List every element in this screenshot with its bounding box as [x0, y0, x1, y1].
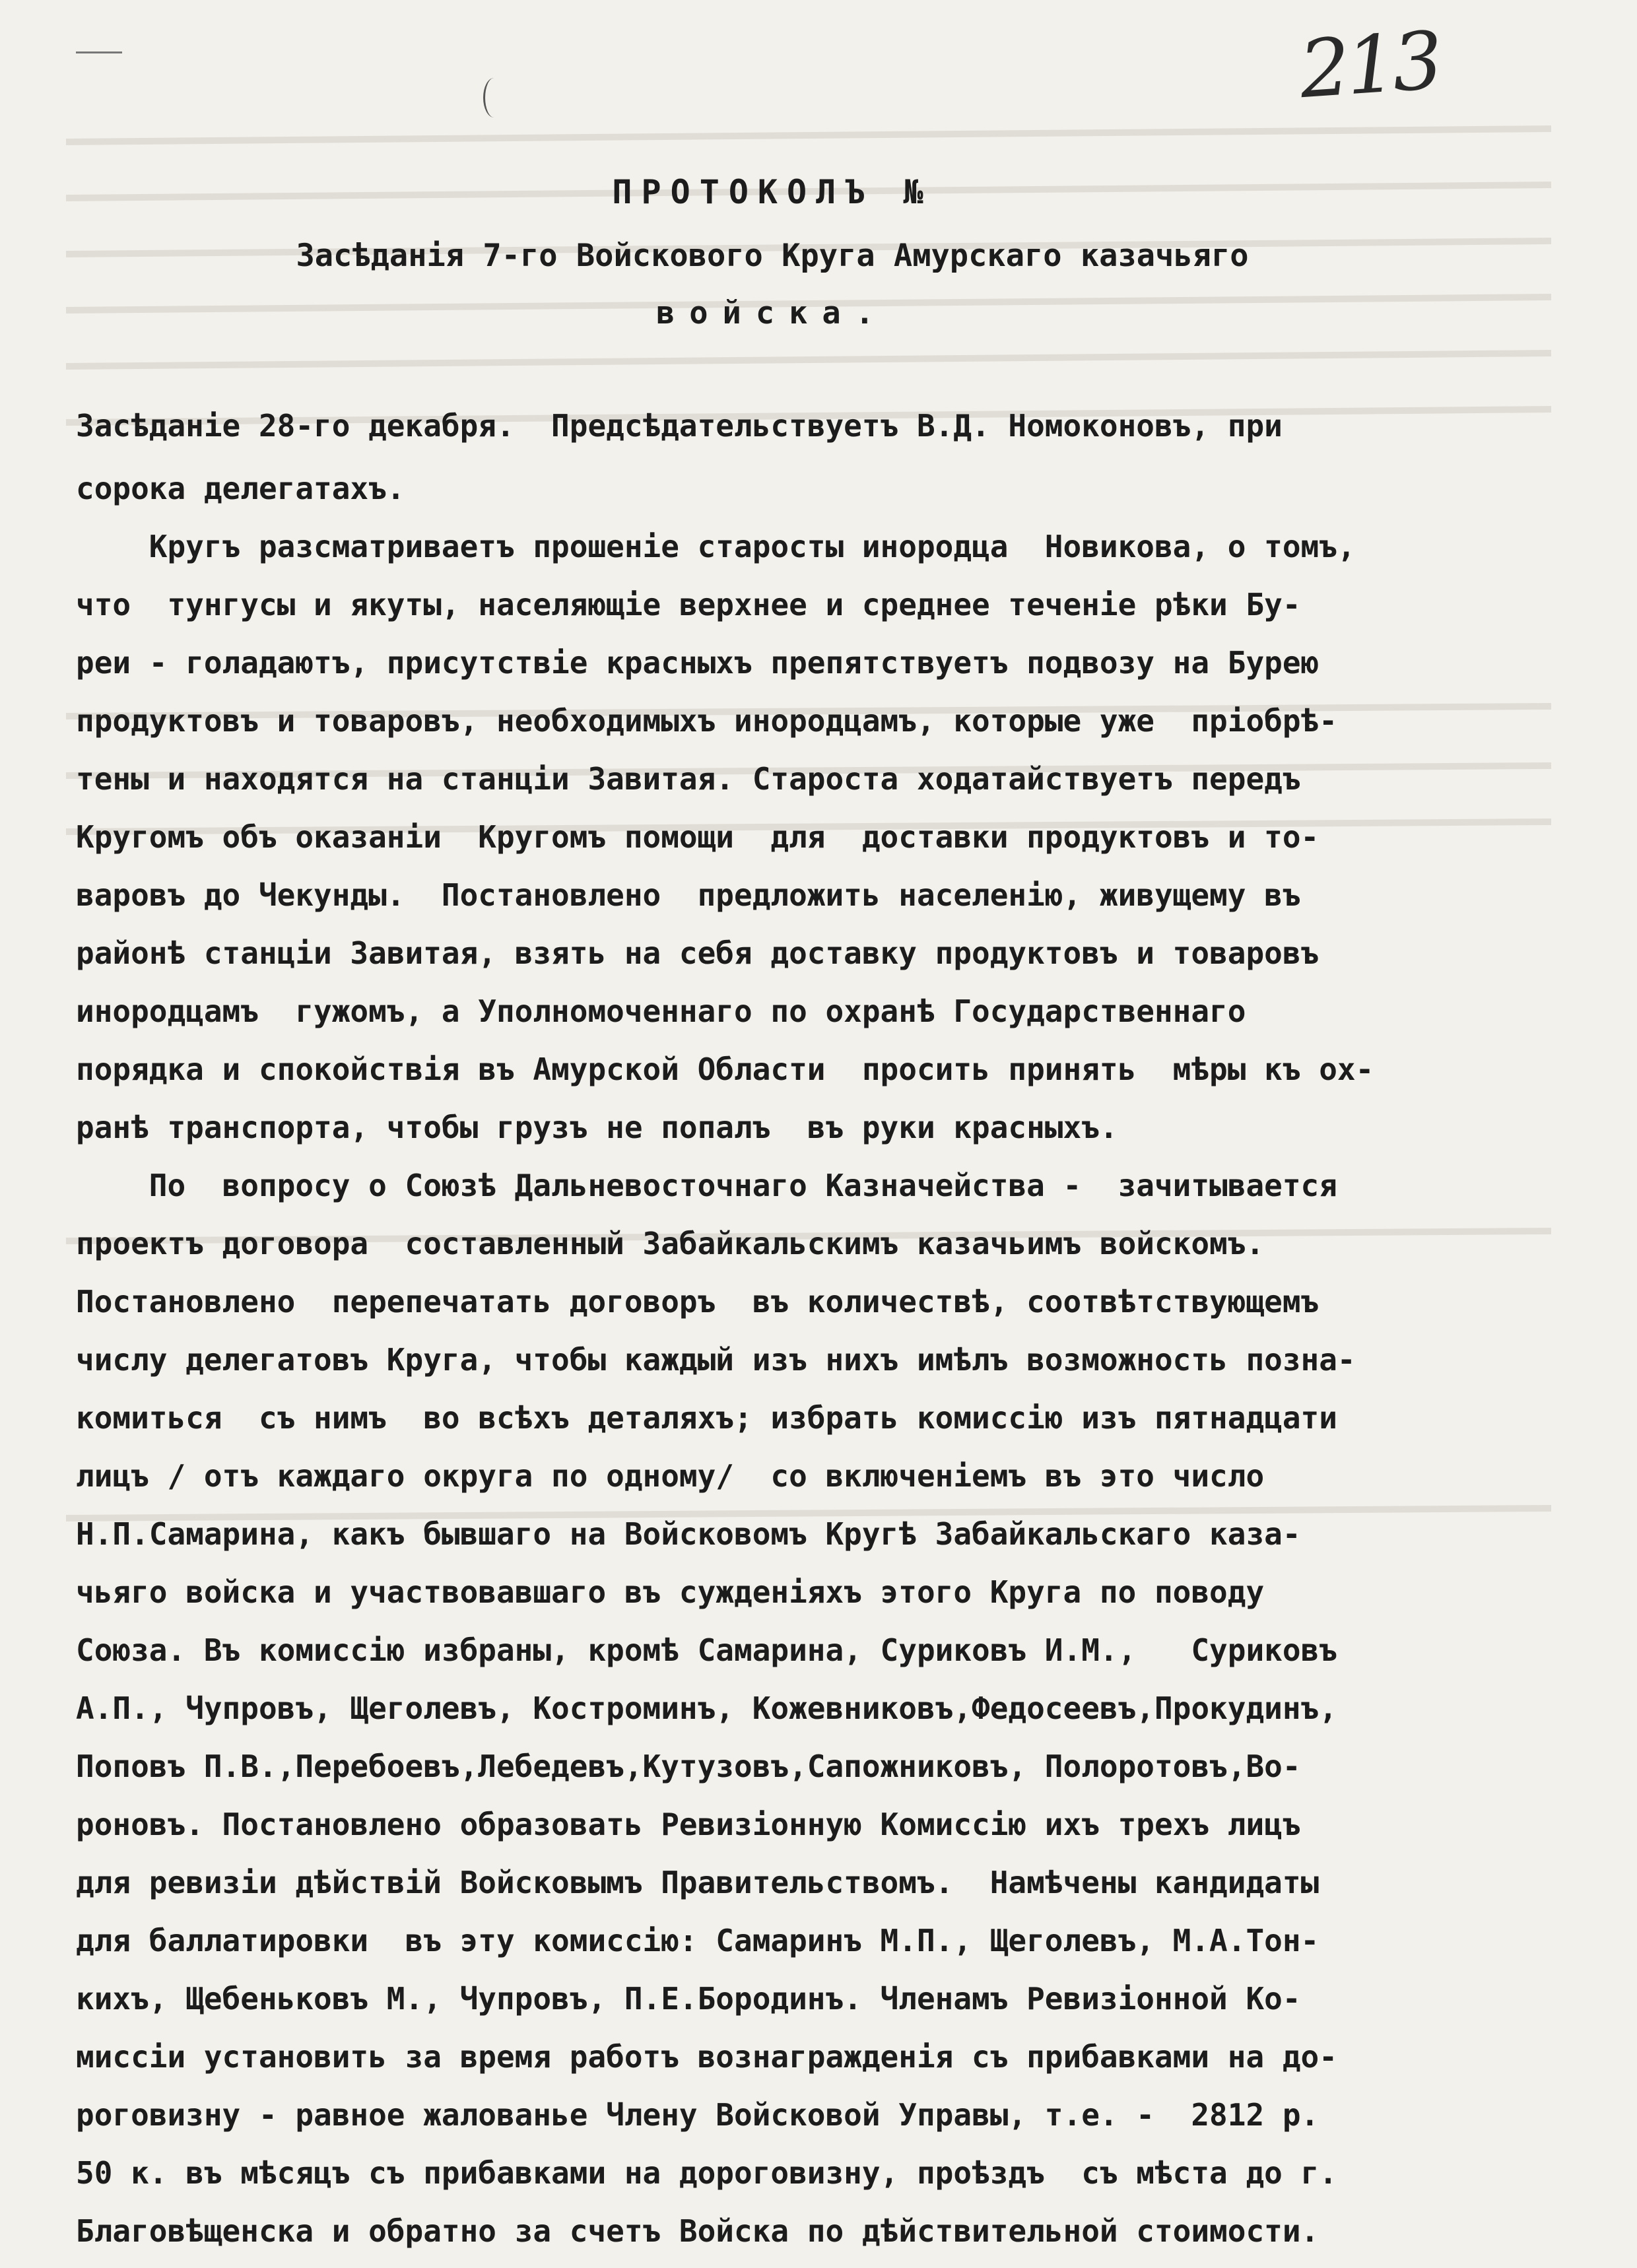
text-line: 50 к. въ мѣсяцъ съ прибавками на дороговизну, проѣздъ съ мѣста до г.: [76, 2155, 1337, 2191]
text-line: сорока делегатахъ.: [76, 471, 405, 506]
document-subtitle: Засѣданія 7-го Войскового Круга Амурскаго казачьяго: [296, 238, 1249, 274]
text-line: По вопросу о Союзѣ Дальневосточнаго Казначейства - зачитывается: [76, 1168, 1337, 1203]
text-line: роговизну - равное жалованье Члену Войсковой Управы, т.е. - 2812 р.: [76, 2097, 1320, 2133]
folio-number: 213: [1296, 15, 1442, 117]
text-line: Засѣданіе 28-го декабря. Предсѣдательствуетъ В.Д. Номоконовъ, при: [76, 408, 1283, 444]
text-line: Кругъ разсматриваетъ прошеніе старосты инородца Новикова, о томъ,: [76, 529, 1356, 564]
text-line: Союза. Въ комиссію избраны, кромѣ Самарина, Суриковъ И.М., Суриковъ: [76, 1632, 1337, 1668]
text-line: районѣ станціи Завитая, взять на себя доставку продуктовъ и товаровъ: [76, 935, 1320, 971]
text-line: продуктовъ и товаровъ, необходимыхъ инородцамъ, которые уже пріобрѣ-: [76, 703, 1337, 739]
text-line: варовъ до Чекунды. Постановлено предложить населенію, живущему въ: [76, 877, 1301, 913]
text-line: инородцамъ гужомъ, а Уполномоченнаго по охранѣ Государственнаго: [76, 993, 1246, 1029]
text-line: А.П., Чупровъ, Щеголевъ, Костроминъ, Кожевниковъ,Федосеевъ,Прокудинъ,: [76, 1690, 1337, 1726]
text-line: кихъ, Щебеньковъ М., Чупровъ, П.Е.Бородинъ. Членамъ Ревизіонной Ко-: [76, 1981, 1301, 2017]
punch-hole-mark: [483, 78, 505, 117]
text-line: для баллатировки въ эту комиссію: Самаринъ М.П., Щеголевъ, М.А.Тон-: [76, 1923, 1320, 1958]
document-title: ПРОТОКОЛЪ №: [612, 173, 933, 211]
text-line: Кругомъ объ оказаніи Кругомъ помощи для доставки продуктовъ и то-: [76, 819, 1320, 855]
text-line: ранѣ транспорта, чтобы грузъ не попалъ въ руки красныхъ.: [76, 1110, 1118, 1145]
text-line: роновъ. Постановлено образовать Ревизіонную Комиссію ихъ трехъ лицъ: [76, 1807, 1301, 1842]
text-line: тены и находятся на станціи Завитая. Староста ходатайствуетъ передъ: [76, 761, 1301, 797]
text-line: числу делегатовъ Круга, чтобы каждый изъ нихъ имѣлъ возможность позна-: [76, 1342, 1356, 1378]
text-line: порядка и спокойствія въ Амурской Области просить принять мѣры къ ох-: [76, 1051, 1374, 1087]
text-line: Благовѣщенска и обратно за счетъ Войска по дѣйствительной стоимости.: [76, 2213, 1320, 2249]
corner-mark: [76, 51, 122, 53]
text-line: Поповъ П.В.,Перебоевъ,Лебедевъ,Кутузовъ,Сапожниковъ, Полоротовъ,Во-: [76, 1749, 1301, 1784]
text-line: лицъ / отъ каждаго округа по одному/ со включеніемъ въ это число: [76, 1458, 1265, 1494]
text-line: комиться съ нимъ во всѣхъ деталяхъ; избрать комиссію изъ пятнадцати: [76, 1400, 1337, 1436]
text-line: чьяго войска и участвовавшаго въ сужденіяхъ этого Круга по поводу: [76, 1574, 1265, 1610]
text-line: проектъ договора составленный Забайкальскимъ казачьимъ войскомъ.: [76, 1226, 1265, 1261]
text-line: Постановлено перепечатать договоръ въ количествѣ, соотвѣтствующемъ: [76, 1284, 1320, 1319]
text-line: реи - голадаютъ, присутствіе красныхъ препятствуетъ подвозу на Бурею: [76, 645, 1320, 681]
text-line: Н.П.Самарина, какъ бывшаго на Войсковомъ Кругѣ Забайкальскаго каза-: [76, 1516, 1301, 1552]
text-line: для ревизіи дѣйствій Войсковымъ Правительствомъ. Намѣчены кандидаты: [76, 1865, 1320, 1900]
text-line: что тунгусы и якуты, населяющіе верхнее и среднее теченіе рѣки Бу-: [76, 587, 1301, 622]
text-line: миссіи установить за время работъ вознагражденія съ прибавками на до-: [76, 2039, 1337, 2075]
document-subtitle-continued: войска.: [655, 295, 889, 331]
